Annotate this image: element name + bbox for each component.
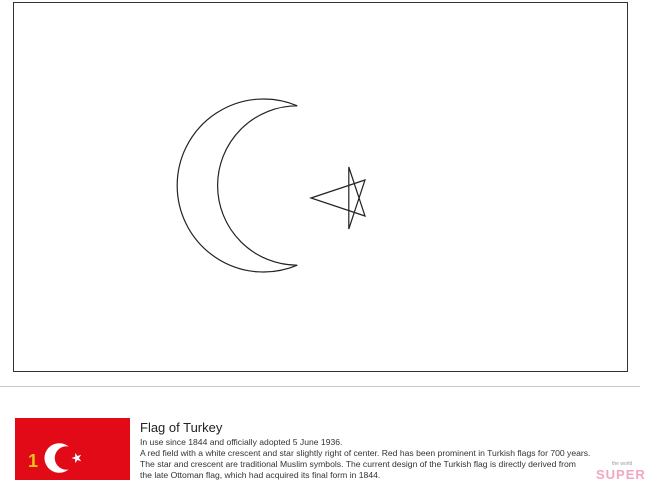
site-watermark	[596, 461, 646, 482]
info-line: In use since 1844 and officially adopted 5 June 1936.	[140, 437, 343, 447]
section-divider	[0, 386, 640, 387]
crescent-outline	[177, 99, 297, 272]
flag-outline-svg	[14, 3, 629, 373]
flag-info	[140, 420, 620, 481]
info-line: A red field with a white crescent and star slightly right of center. Red has been prominent in Turkish flags for 700 years.	[140, 448, 591, 458]
info-line: The star and crescent are traditional Muslim symbols. The current design of the Turkish flag is directly derived from	[140, 459, 576, 469]
flag-outline-drawing	[13, 2, 628, 372]
watermark-tagline: the world	[612, 461, 633, 467]
info-line: the late Ottoman flag, which had acquired its final form in 1844.	[140, 470, 381, 480]
star-outline	[311, 167, 365, 229]
watermark-brand: SUPER	[596, 467, 646, 482]
flag-title: Flag of Turkey	[140, 420, 223, 435]
thumbnail-mark: 1	[28, 451, 39, 471]
